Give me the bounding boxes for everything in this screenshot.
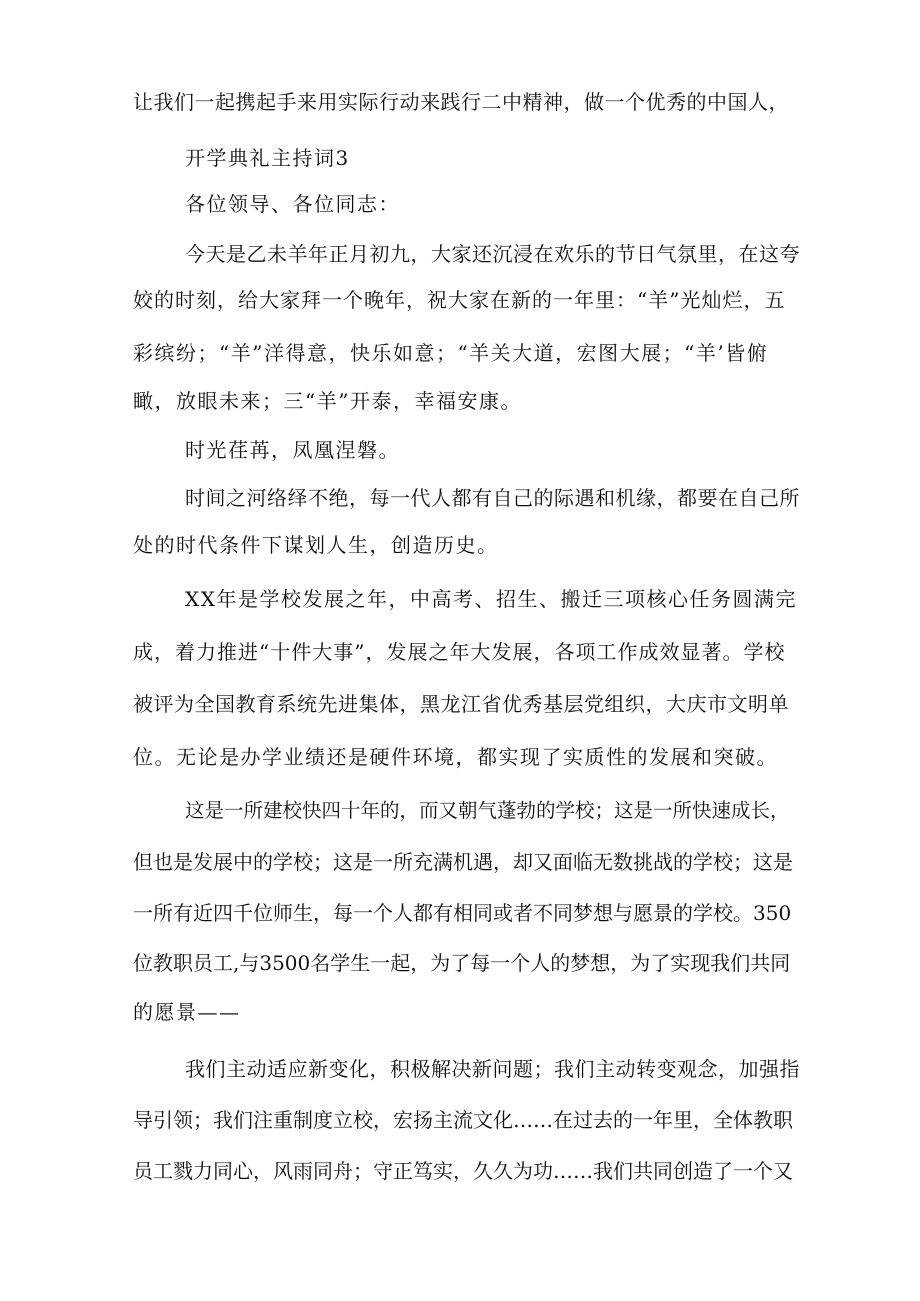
text-line: 但也是发展中的学校；这是一所充满机遇，却又面临无数挑战的学校；这是 [133, 850, 793, 874]
section-heading: 开学典礼主持词3 [185, 146, 350, 170]
text-line: 我们主动适应新变化，积极解决新问题；我们主动转变观念，加强指 [185, 1057, 800, 1081]
text-line: 让我们一起携起手来用实际行动来践行二中精神，做一个优秀的中国人， [133, 90, 789, 114]
salutation: 各位领导、各位同志： [185, 192, 400, 216]
text-line: 这是一所建校快四十年的，而又朝气蓬勃的学校；这是一所快速成长， [185, 799, 790, 822]
text-line: 导引领；我们注重制度立校，宏扬主流文化……在过去的一年里，全体教职 [133, 1108, 793, 1132]
text-line: 彩缤纷；“羊”洋得意，快乐如意；“羊关大道，宏图大展；“羊’皆俯 [133, 341, 769, 365]
text-line: 今天是乙未羊年正月初九，大家还沉浸在欢乐的节日气氛里，在这夸 [185, 242, 800, 266]
text-line: 瞰，放眼未来；三“羊”开泰，幸福安康。 [133, 389, 522, 413]
text-line: 处的时代条件下谋划人生，创造历史。 [133, 533, 499, 557]
text-line: XX年是学校发展之年，中高考、招生、搬迁三项核心任务圆满完 [185, 587, 797, 611]
text-line: 成，着力推进“十件大事”，发展之年大发展，各项工作成效显著。学校 [133, 640, 786, 664]
text-line: 时光荏苒，凤凰涅磐。 [185, 438, 400, 462]
text-line: 位。无论是办学业绩还是硬件环境，都实现了实质性的发展和突破。 [133, 745, 778, 769]
text-line: 一所有近四千位师生，每一个人都有相同或者不同梦想与愿景的学校。350 [133, 901, 792, 925]
text-line: 员工戮力同心，风雨同舟；守正笃实，久久为功……我们共同创造了一个又 [133, 1159, 793, 1183]
text-line: 位教职员工,与3500名学生一起，为了每一个人的梦想，为了实现我们共同 [133, 951, 791, 975]
text-line: 时间之河络绎不绝，每一代人都有自己的际遇和机缘，都要在自己所 [185, 486, 800, 510]
text-line: 被评为全国教育系统先进集体，黑龙江省优秀基层党组织，大庆市文明单 [133, 692, 789, 716]
text-line: 的愿景—— [133, 1000, 241, 1024]
text-line: 姣的时刻，给大家拜一个晚年，祝大家在新的一年里：“羊”光灿烂，五 [133, 288, 786, 312]
